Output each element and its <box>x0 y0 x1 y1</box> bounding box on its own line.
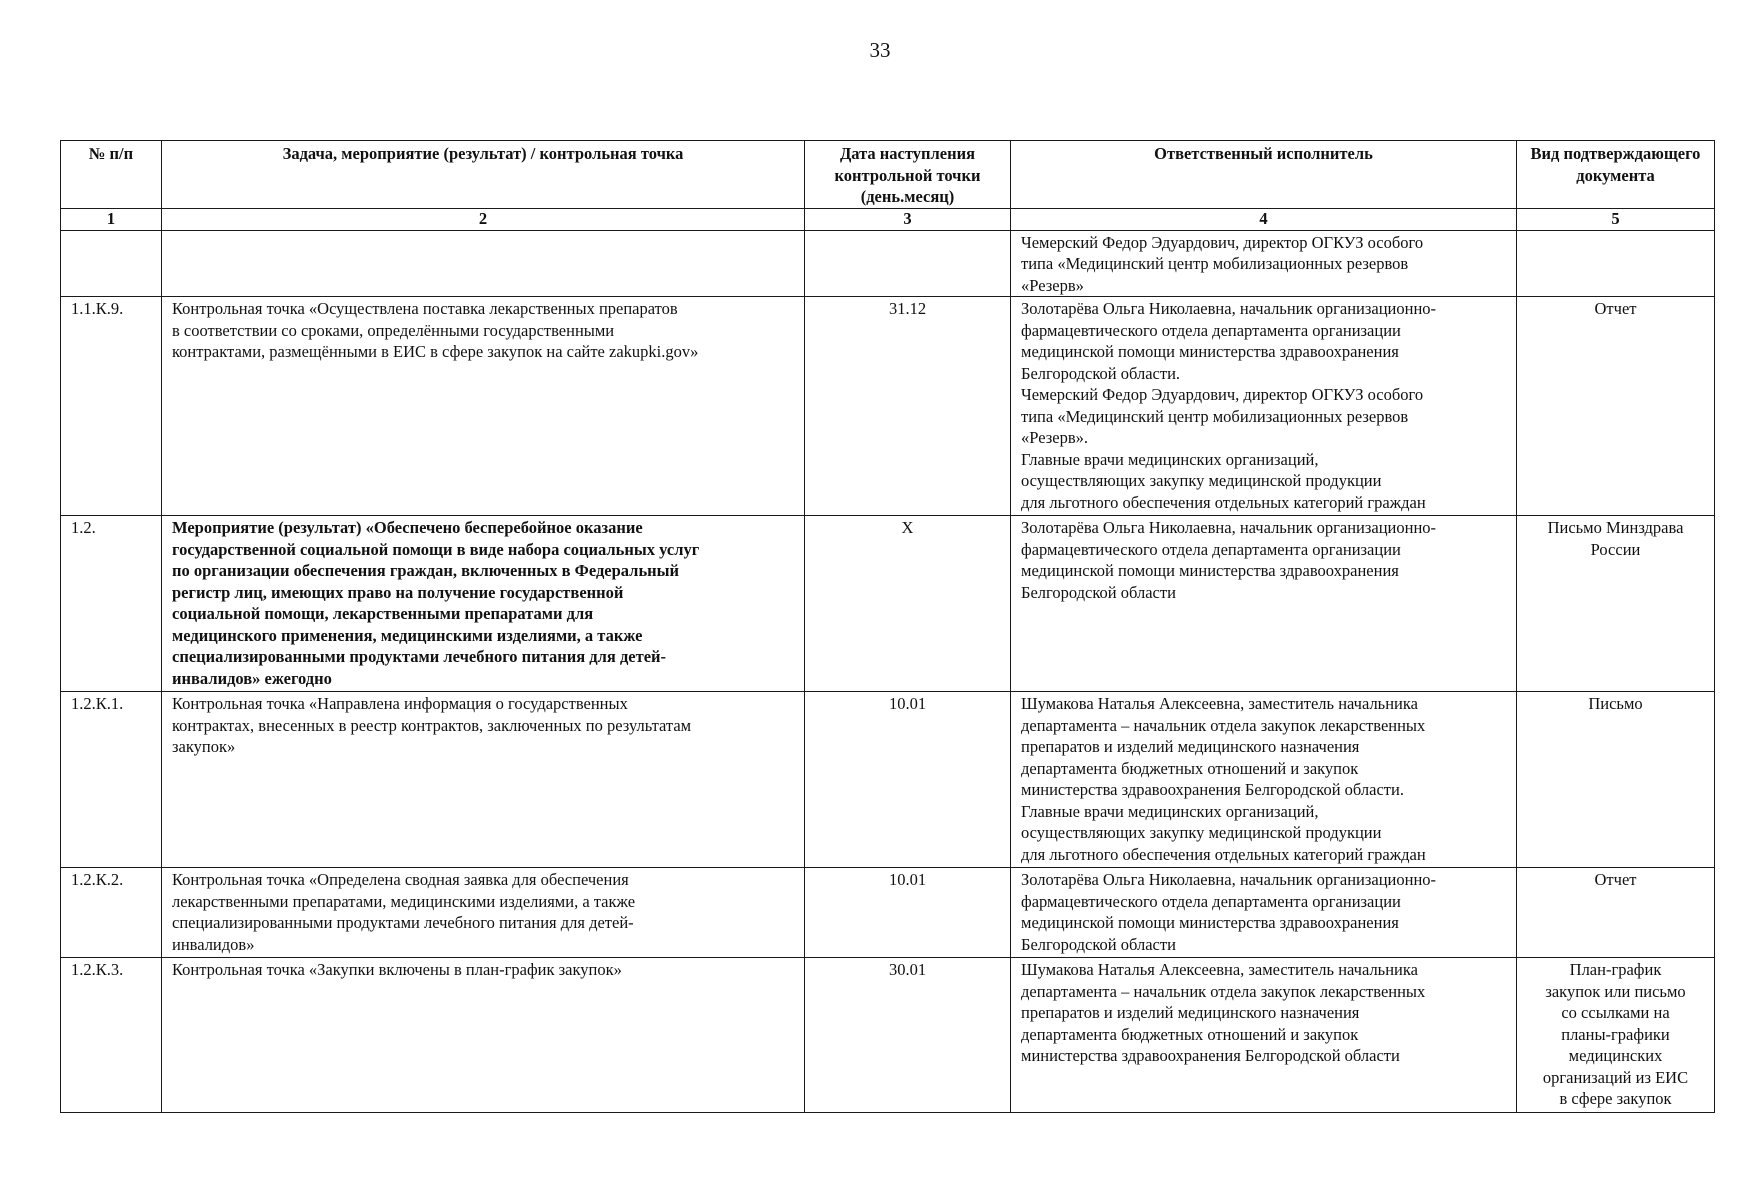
row-responsible: Шумакова Наталья Алексеевна, заместитель начальника департамента – начальник отдела закупок лекарственных препаратов и изделий медицинского назначения департамента бюджетных отношений и закупок министерства здравоохранения Белгородской области <box>1011 958 1517 1113</box>
row-date: 30.01 <box>805 958 1011 1113</box>
row-responsible: Золотарёва Ольга Николаевна, начальник организационно- фармацевтического отдела департамента организации медицинской помощи министерства здравоохранения Белгородской области <box>1011 516 1517 692</box>
table-row <box>61 297 1715 516</box>
column-number: 1 <box>61 208 162 230</box>
row-date <box>805 230 1011 297</box>
row-responsible: Золотарёва Ольга Николаевна, начальник организационно- фармацевтического отдела департамента организации медицинской помощи министерства здравоохранения Белгородской области <box>1011 868 1517 958</box>
row-number <box>61 230 162 297</box>
row-number: 1.1.К.9. <box>61 297 162 516</box>
row-date: Х <box>805 516 1011 692</box>
table-header-row <box>61 141 1715 209</box>
row-document: Отчет <box>1517 297 1715 516</box>
row-document: Письмо <box>1517 692 1715 868</box>
table-row <box>61 868 1715 958</box>
row-document <box>1517 230 1715 297</box>
header-task: Задача, мероприятие (результат) / контрольная точка <box>162 141 805 209</box>
row-number: 1.2.К.3. <box>61 958 162 1113</box>
row-task: Контрольная точка «Осуществлена поставка лекарственных препаратов в соответствии со сроками, определёнными государственными контрактами, размещёнными в ЕИС в сфере закупок на сайте zakupki.gov» <box>162 297 805 516</box>
column-number: 3 <box>805 208 1011 230</box>
column-number: 2 <box>162 208 805 230</box>
row-task: Контрольная точка «Направлена информация о государственных контрактах, внесенных в реестр контрактов, заключенных по результатам закупок» <box>162 692 805 868</box>
page-number: 33 <box>869 38 891 62</box>
control-points-table <box>60 140 1715 1113</box>
row-responsible: Золотарёва Ольга Николаевна, начальник организационно- фармацевтического отдела департамента организации медицинской помощи министерства здравоохранения Белгородской области. Чемерский Федор Эдуардович, директор ОГКУЗ особого типа «Медицинский центр мобилизационных резервов «Резерв». Главные врачи медицинских организаций, осуществляющих закупку медицинской продукции для льготного обеспечения отдельных категорий граждан <box>1011 297 1517 516</box>
table-row <box>61 958 1715 1113</box>
row-task: Контрольная точка «Определена сводная заявка для обеспечения лекарственными препаратами, медицинскими изделиями, а также специализированными продуктами лечебного питания для детей- инвалидов» <box>162 868 805 958</box>
table-row <box>61 692 1715 868</box>
table-row <box>61 230 1715 297</box>
row-task: Контрольная точка «Закупки включены в план-график закупок» <box>162 958 805 1113</box>
row-number: 1.2.К.2. <box>61 868 162 958</box>
row-responsible: Чемерский Федор Эдуардович, директор ОГКУЗ особого типа «Медицинский центр мобилизационных резервов «Резерв» <box>1011 230 1517 297</box>
row-document: План-график закупок или письмо со ссылками на планы-графики медицинских организаций из ЕИС в сфере закупок <box>1517 958 1715 1113</box>
column-number: 5 <box>1517 208 1715 230</box>
row-document: Отчет <box>1517 868 1715 958</box>
header-responsible: Ответственный исполнитель <box>1011 141 1517 209</box>
row-date: 10.01 <box>805 692 1011 868</box>
row-date: 31.12 <box>805 297 1011 516</box>
row-number: 1.2.К.1. <box>61 692 162 868</box>
row-document: Письмо Минздрава России <box>1517 516 1715 692</box>
table-row <box>61 516 1715 692</box>
header-date: Дата наступления контрольной точки (день.месяц) <box>805 141 1011 209</box>
row-responsible: Шумакова Наталья Алексеевна, заместитель начальника департамента – начальник отдела закупок лекарственных препаратов и изделий медицинского назначения департамента бюджетных отношений и закупок министерства здравоохранения Белгородской области. Главные врачи медицинских организаций, осуществляющих закупку медицинской продукции для льготного обеспечения отдельных категорий граждан <box>1011 692 1517 868</box>
row-number: 1.2. <box>61 516 162 692</box>
column-number: 4 <box>1011 208 1517 230</box>
column-number-row <box>61 208 1715 230</box>
header-number: № п/п <box>61 141 162 209</box>
row-task <box>162 230 805 297</box>
header-document: Вид подтверждающего документа <box>1517 141 1715 209</box>
row-task: Мероприятие (результат) «Обеспечено бесперебойное оказание государственной социальной помощи в виде набора социальных услуг по организации обеспечения граждан, включенных в Федеральный регистр лиц, имеющих право на получение государственной социальной помощи, лекарственными препаратами для медицинского применения, медицинскими изделиями, а также специализированными продуктами лечебного питания для детей- инвалидов» ежегодно <box>162 516 805 692</box>
row-date: 10.01 <box>805 868 1011 958</box>
